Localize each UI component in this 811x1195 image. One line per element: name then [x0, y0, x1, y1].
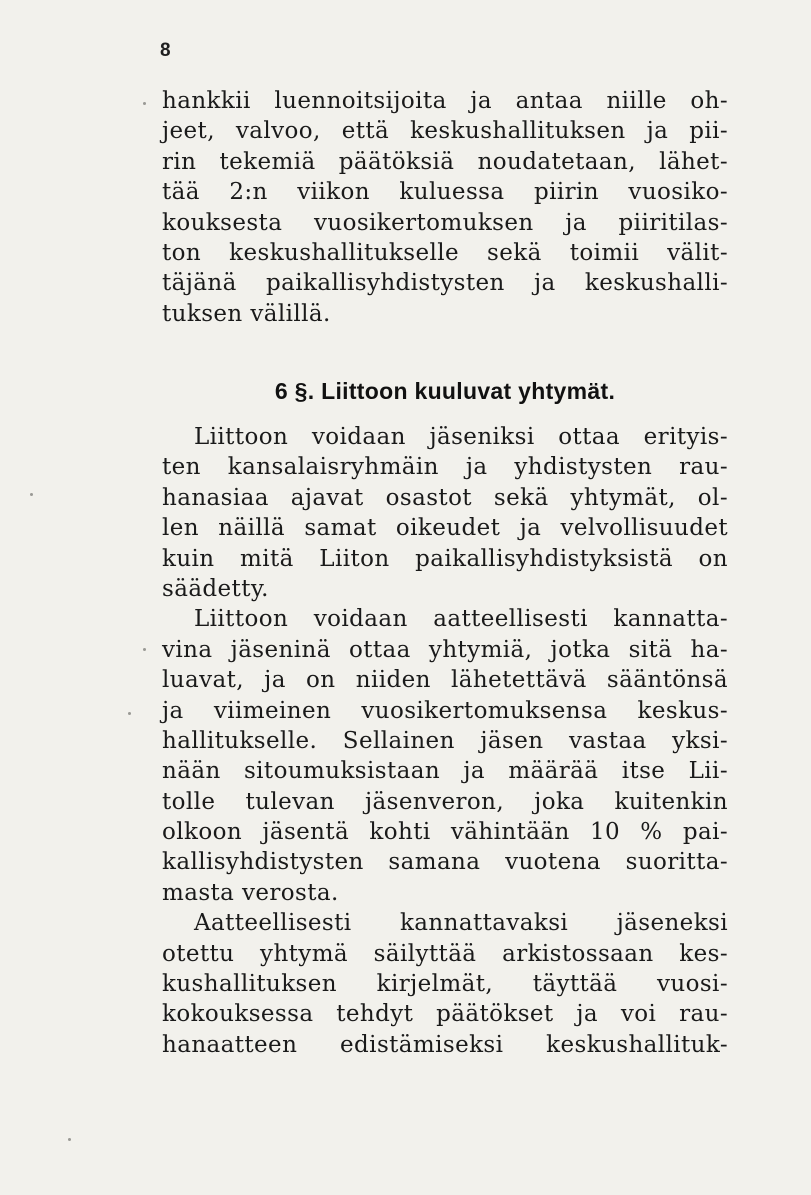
page-number: 8	[160, 40, 171, 61]
text-line: vina jäseninä ottaa yhtymiä, jotka sitä ha-	[162, 636, 728, 663]
text-line: kushallituksen kirjelmät, täyttää vuosi-	[162, 971, 728, 998]
text-line: tuksen välillä.	[162, 300, 331, 327]
paper-speck	[128, 712, 131, 715]
text-line: kokouksessa tehdyt päätökset ja voi rau-	[162, 1001, 728, 1028]
text-line: ten kansalaisryhmäin ja yhdistysten rau-	[162, 454, 728, 481]
text-line: ja viimeinen vuosikertomuksensa keskus-	[162, 697, 728, 724]
text-line: ton keskushallitukselle sekä toimii välit-	[162, 239, 728, 266]
text-line: kouksesta vuosikertomuksen ja piiritilas-	[162, 209, 728, 236]
text-line: masta verosta.	[162, 879, 339, 906]
text-line: tolle tulevan jäsenveron, joka kuitenkin	[162, 788, 728, 815]
paper-speck	[143, 648, 146, 651]
text-line: nään sitoumuksistaan ja määrää itse Lii-	[162, 758, 728, 785]
paper-speck	[68, 1138, 71, 1141]
text-line: rin tekemiä päätöksiä noudatetaan, lähet-	[162, 148, 728, 175]
section-heading: 6 §. Liittoon kuuluvat yhtymät.	[274, 378, 616, 404]
text-line: hankkii luennoitsijoita ja antaa niille oh-	[162, 88, 728, 114]
paper-speck	[143, 102, 146, 105]
text-line: luavat, ja on niiden lähetettävä sääntönsä	[162, 667, 728, 694]
paragraph-intro	[162, 86, 728, 329]
text-line: olkoon jäsentä kohti vähintään 10 % pai-	[162, 819, 728, 846]
text-line: jeet, valvoo, että keskushallituksen ja pii-	[162, 118, 728, 145]
text-line: Aatteellisesti kannattavaksi jäseneksi	[194, 910, 728, 937]
text-line: hanaatteen edistämiseksi keskushallituk-	[162, 1031, 728, 1058]
paper-speck	[30, 493, 33, 496]
text-line: otettu yhtymä säilyttää arkistossaan kes-	[162, 940, 728, 967]
text-line: len näillä samat oikeudet ja velvollisuudet	[162, 515, 728, 542]
text-line: säädetty.	[162, 575, 269, 602]
text-line: hanasiaa ajavat osastot sekä yhtymät, ol-	[162, 484, 728, 511]
text-line: hallitukselle. Sellainen jäsen vastaa yksi-	[162, 727, 728, 754]
text-line: täjänä paikallisyhdistysten ja keskushalli-	[162, 270, 728, 297]
section-body	[162, 422, 728, 1060]
text-line: Liittoon voidaan jäseniksi ottaa erityis-	[194, 424, 728, 450]
text-line: kallisyhdistysten samana vuotena suoritta-	[162, 849, 728, 876]
text-line: Liittoon voidaan aatteellisesti kannatta-	[194, 606, 728, 633]
text-line: tää 2:n viikon kuluessa piirin vuosiko-	[162, 179, 728, 206]
text-line: kuin mitä Liiton paikallisyhdistyksistä on	[162, 545, 728, 572]
